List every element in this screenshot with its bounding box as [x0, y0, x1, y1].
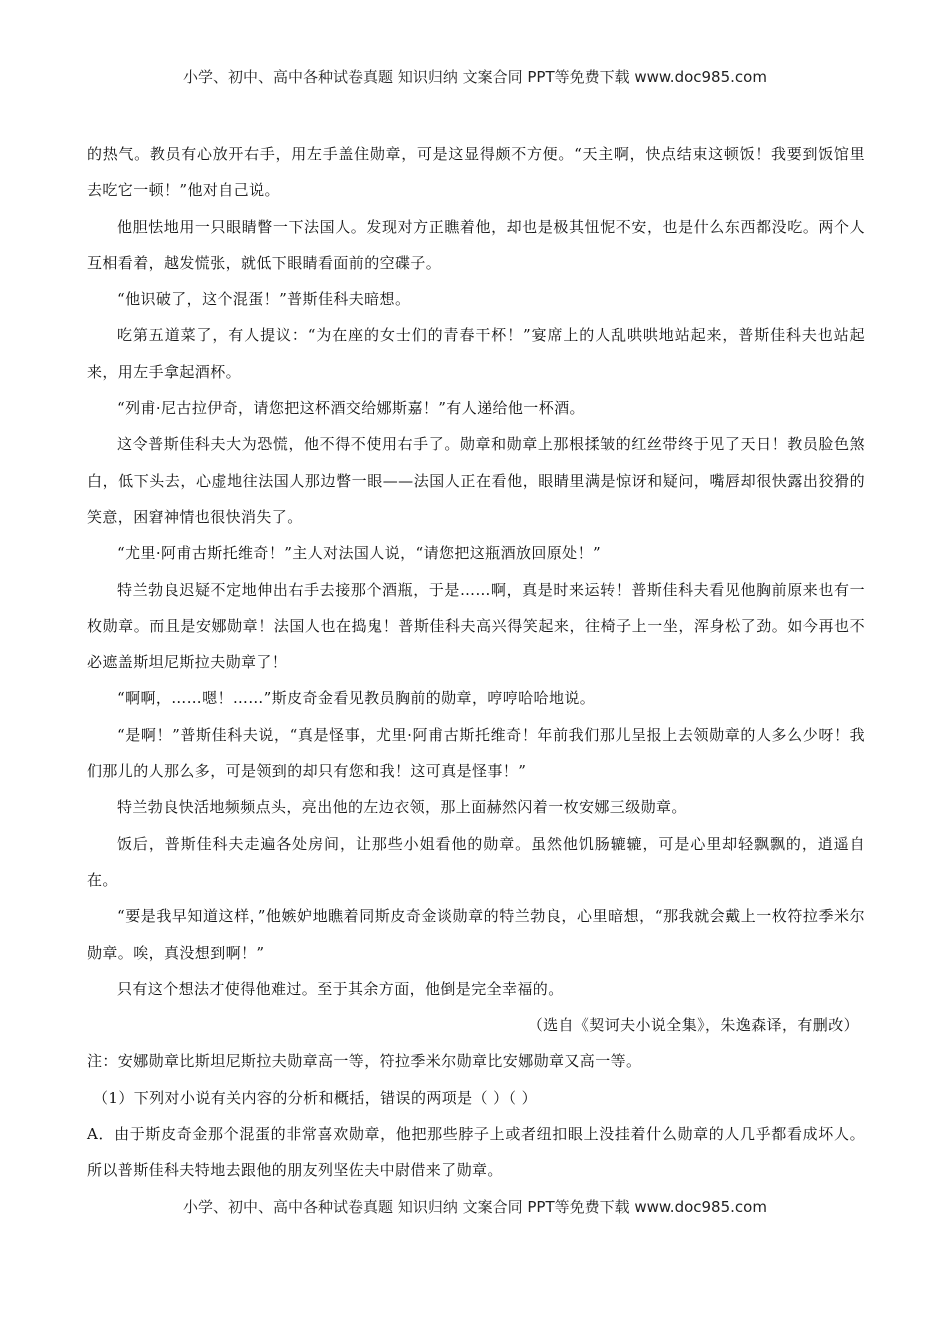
- paragraph: “是啊！”普斯佳科夫说，“真是怪事，尤里·阿甫古斯托维奇！年前我们那儿呈报上去领勋章的人多么少呀！我们那儿的人那么多，可是领到的却只有您和我！这可真是怪事！”: [87, 725, 865, 781]
- paragraph: 特兰勃良迟疑不定地伸出右手去接那个酒瓶，于是……啊，真是时来运转！普斯佳科夫看见他胸前原来也有一枚勋章。而且是安娜勋章！法国人也在捣鬼！普斯佳科夫高兴得笑起来，往椅子上一坐，浑身松了劲。如今再也不必遮盖斯坦尼斯拉夫勋章了！: [87, 580, 865, 672]
- option-a: A．由于斯皮奇金那个混蛋的非常喜欢勋章，他把那些脖子上或者纽扣眼上没挂着什么勋章的人几乎都看成坏人。所以普斯佳科夫特地去跟他的朋友列坚佐夫中尉借来了勋章。: [87, 1125, 865, 1180]
- paragraph: 只有这个想法才使得他难过。至于其余方面，他倒是完全幸福的。: [117, 979, 564, 998]
- paragraph: “要是我早知道这样，”他嫉妒地瞧着同斯皮奇金谈勋章的特兰勃良，心里暗想，“那我就会戴上一枚符拉季米尔勋章。唉，真没想到啊！”: [87, 907, 865, 962]
- page-header: 小学、初中、高中各种试卷真题 知识归纳 文案合同 PPT等免费下载 www.doc985.com: [183, 68, 767, 86]
- article-body: [87, 136, 865, 1189]
- question-1: （1）下列对小说有关内容的分析和概括，错误的两项是（ ）（ ）: [93, 1088, 537, 1107]
- paragraph: “啊啊，……嗯！……”斯皮奇金看见教员胸前的勋章，哼哼哈哈地说。: [117, 689, 596, 708]
- paragraph: “尤里·阿甫古斯托维奇！”主人对法国人说，“请您把这瓶酒放回原处！”: [117, 544, 602, 563]
- paragraph: “他识破了，这个混蛋！”普斯佳科夫暗想。: [117, 290, 411, 309]
- paragraph: 这令普斯佳科夫大为恐慌，他不得不使用右手了。勋章和勋章上那根揉皱的红丝带终于见了天日！教员脸色煞白，低下头去，心虚地往法国人那边瞥一眼——法国人正在看他，眼睛里满是惊讶和疑问，嘴唇却很快露出狡猾的笑意，困窘神情也很快消失了。: [87, 435, 865, 526]
- paragraph: 吃第五道菜了，有人提议：“为在座的女士们的青春干杯！”宴席上的人乱哄哄地站起来，普斯佳科夫也站起来，用左手拿起酒杯。: [87, 326, 865, 381]
- paragraph: 他胆怯地用一只眼睛瞥一下法国人。发现对方正瞧着他，却也是极其忸怩不安，也是什么东西都没吃。两个人互相看着，越发慌张，就低下眼睛看面前的空碟子。: [87, 217, 865, 272]
- paragraph: 特兰勃良快活地频频点头，亮出他的左边衣领，那上面赫然闪着一枚安娜三级勋章。: [117, 798, 687, 817]
- page-footer: 小学、初中、高中各种试卷真题 知识归纳 文案合同 PPT等免费下载 www.doc985.com: [183, 1198, 767, 1216]
- note: 注：安娜勋章比斯坦尼斯拉夫勋章高一等，符拉季米尔勋章比安娜勋章又高一等。: [87, 1052, 642, 1071]
- source-citation: （选自《契诃夫小说全集》，朱逸森译，有删改）: [527, 1016, 859, 1035]
- paragraph: “列甫·尼古拉伊奇，请您把这杯酒交给娜斯嘉！”有人递给他一杯酒。: [117, 399, 585, 418]
- paragraph: 的热气。教员有心放开右手，用左手盖住勋章，可是这显得颇不方便。“天主啊，快点结束这顿饭！我要到饭馆里去吃它一顿！”他对自己说。: [87, 145, 865, 200]
- paragraph: 饭后，普斯佳科夫走遍各处房间，让那些小姐看他的勋章。虽然他饥肠辘辘，可是心里却轻飘飘的，逍遥自在。: [87, 834, 865, 889]
